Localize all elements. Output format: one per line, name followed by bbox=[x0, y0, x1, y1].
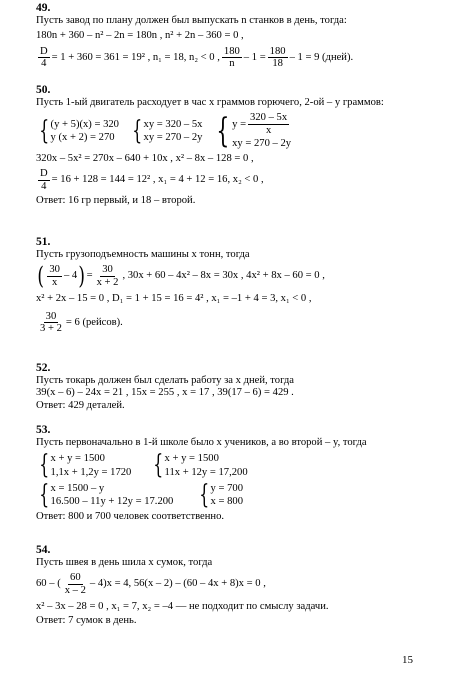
answer: Ответ: 7 сумок в день. bbox=[36, 614, 137, 626]
page-number: 15 bbox=[402, 654, 413, 666]
problem-54 bbox=[36, 544, 436, 627]
systems-row bbox=[36, 112, 436, 150]
answer: Ответ: 16 гр первый, и 18 – второй. bbox=[36, 195, 196, 207]
fraction: $\frac{30}{x + 2}$ bbox=[96, 264, 119, 289]
equation: $\frac{D}{4}$ = 1 + 360 = 361 = 19² , n₁ = 18, n₂ < 0 , $\frac{180}{n}$ – 1 = $\frac{180}{18}$ – 1 = 9 (дней). bbox=[40, 45, 354, 70]
problem-statement: Пусть 1-ый двигатель расходует в час x граммов горючего, 2-ой – y граммов: bbox=[36, 97, 384, 109]
problem-49 bbox=[36, 2, 436, 73]
fraction: $\frac{D}{4}$ bbox=[40, 168, 48, 192]
equation-system: { x + y = 1500 1,1x + 1,2y = 1720 bbox=[39, 450, 132, 481]
fraction: $\frac{180}{18}$ bbox=[269, 45, 286, 70]
equation: 39(x – 6) – 24x = 21 , 15x = 255 , x = 17 , 39(17 – 6) = 429 . bbox=[36, 387, 294, 399]
fraction: $\frac{30}{x}$ bbox=[49, 264, 60, 289]
systems-row bbox=[36, 450, 436, 481]
equation-system: { y = $\frac{320 - 5x}{x}$ xy = 270 – 2y bbox=[216, 110, 292, 151]
equation-system: { y = 700 x = 800 bbox=[199, 479, 244, 510]
equation: x² + 2x – 15 = 0 , D₁ = 1 + 15 = 16 = 4² , x₁ = –1 + 4 = 3, x₁ < 0 , bbox=[36, 292, 312, 304]
equation: 320x – 5x² = 270x – 640 + 10x , x² – 8x – 128 = 0 , bbox=[36, 152, 254, 164]
fraction: $\frac{60}{x - 2}$ bbox=[64, 572, 86, 597]
equation: 180n + 360 – n² – 2n = 180n , n² + 2n – 360 = 0 , bbox=[36, 30, 244, 42]
problem-number: 52. bbox=[36, 362, 51, 374]
fraction: $\frac{180}{n}$ bbox=[223, 45, 240, 70]
problem-statement: Пусть завод по плану должен был выпускать n станков в день, тогда: bbox=[36, 15, 347, 27]
equation-system: { x + y = 1500 11x + 12y = 17,200 bbox=[153, 450, 248, 481]
equation: ( $\frac{30}{x}$ – 4 ) = $\frac{30}{x + 2}$ , 30x + 60 – 4x² – 8x = 30x , 4x² + 8x – 60 = 0 , bbox=[37, 261, 325, 290]
problem-statement: Пусть швея в день шила x сумок, тогда bbox=[36, 557, 213, 569]
problem-number: 50. bbox=[36, 84, 51, 96]
equation: x² – 3x – 28 = 0 , x₁ = 7, x₂ = –4 — не подходит по смыслу задачи. bbox=[36, 600, 329, 612]
systems-row bbox=[36, 479, 436, 510]
equation: $\frac{30}{3 + 2}$ = 6 (рейсов). bbox=[40, 310, 123, 335]
fraction: $\frac{30}{3 + 2}$ bbox=[40, 310, 62, 335]
problem-statement: Пусть токарь должен был сделать работу за x дней, тогда bbox=[36, 375, 294, 387]
problem-number: 49. bbox=[36, 2, 51, 14]
fraction: $\frac{D}{4}$ bbox=[40, 45, 48, 70]
problem-51 bbox=[36, 236, 436, 338]
problem-53 bbox=[36, 424, 436, 524]
equation-system: { x = 1500 – y 16.500 – 11y + 12y = 17.200 bbox=[39, 479, 174, 510]
equation: $\frac{D}{4}$ = 16 + 128 = 144 = 12² , x₁ = 4 + 12 = 16, x₂ < 0 , bbox=[40, 168, 264, 192]
problem-number: 54. bbox=[36, 544, 51, 556]
problem-50 bbox=[36, 84, 436, 208]
problem-number: 51. bbox=[36, 236, 51, 248]
equation-system: { (y + 5)(x) = 320 y (x + 2) = 270 bbox=[39, 115, 119, 146]
equation: 60 – ( $\frac{60}{x - 2}$ – 4)x = 4, 56(x – 2) – (60 – 4x + 8)x = 0 , bbox=[36, 572, 266, 597]
problem-number: 53. bbox=[36, 424, 51, 436]
problem-52 bbox=[36, 362, 436, 412]
answer: Ответ: 800 и 700 человек соответственно. bbox=[36, 511, 225, 523]
problem-statement: Пусть первоначально в 1-й школе было x учеников, а во второй – y, тогда bbox=[36, 437, 367, 449]
problem-statement: Пусть грузоподъемность машины x тонн, тогда bbox=[36, 249, 250, 261]
answer: Ответ: 429 деталей. bbox=[36, 399, 125, 411]
equation-system: { xy = 320 – 5x xy = 270 – 2y bbox=[132, 115, 203, 146]
